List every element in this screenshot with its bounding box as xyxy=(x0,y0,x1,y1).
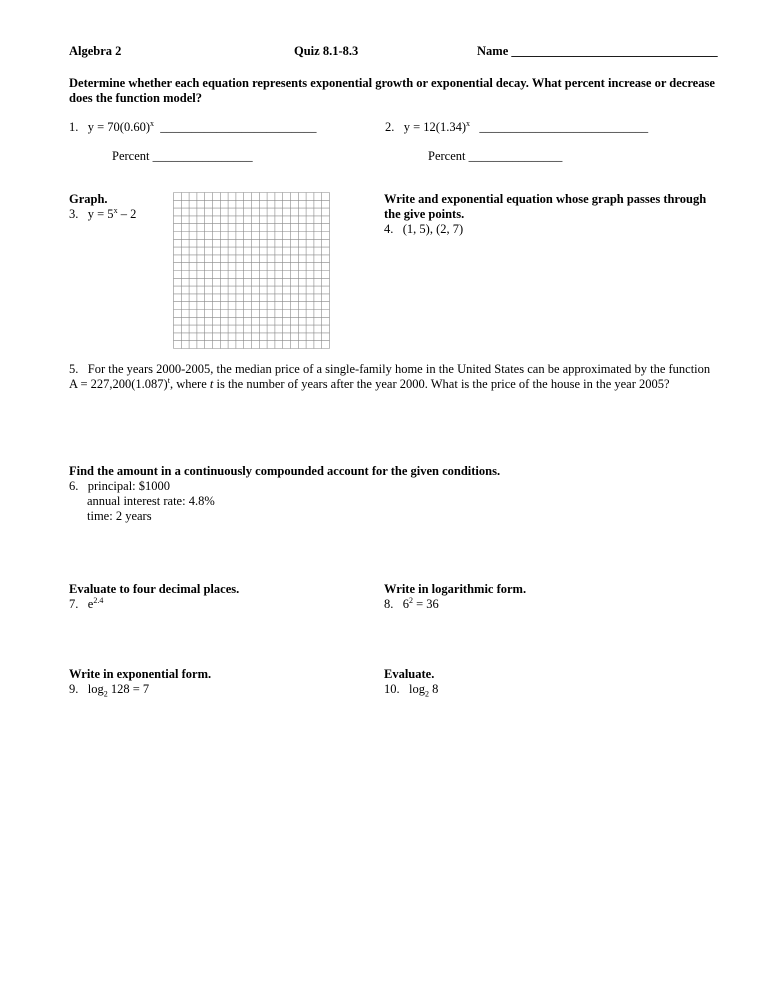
course-title: Algebra 2 xyxy=(69,44,122,58)
exponent: 2.4 xyxy=(93,595,104,605)
base: 6 xyxy=(402,597,409,611)
quiz-title: Quiz 8.1-8.3 xyxy=(294,44,359,58)
equation-exponent: x xyxy=(466,118,470,128)
answer-blank[interactable]: ___________________________ xyxy=(479,120,649,134)
question-1 xyxy=(69,120,317,135)
question-10 xyxy=(384,682,438,697)
question-number: 3. xyxy=(69,207,79,221)
question-2-percent[interactable]: Percent _______________ xyxy=(428,149,563,163)
time: time: 2 years xyxy=(87,509,152,523)
question-4 xyxy=(384,222,463,237)
question-5-line1: For the years 2000-2005, the median price of a single-family home in the United States can be approximated by the function xyxy=(87,362,711,376)
question-6-heading: Find the amount in a continuously compounded account for the given conditions. xyxy=(69,464,501,478)
question-9 xyxy=(69,682,149,697)
variable-t: t xyxy=(209,377,214,391)
equation-rest: 8 xyxy=(428,682,439,696)
equation-exponent: x xyxy=(150,118,154,128)
question-8-heading: Write in logarithmic form. xyxy=(384,582,527,596)
question-3 xyxy=(69,207,136,222)
question-number: 9. xyxy=(69,682,79,696)
question-10-heading: Evaluate. xyxy=(384,667,435,681)
question-number: 6. xyxy=(69,479,79,493)
growth-decay-instructions: Determine whether each equation represents exponential growth or exponential decay. What percent increase or decrease does the function model? xyxy=(69,76,715,105)
question-9-heading: Write in exponential form. xyxy=(69,667,212,681)
question-3-heading: Graph. xyxy=(69,192,108,206)
given-points: (1, 5), (2, 7) xyxy=(402,222,464,236)
question-number: 10. xyxy=(384,682,400,696)
equation-base: y = 12(1.34) xyxy=(403,120,466,134)
answer-blank[interactable]: _________________________ xyxy=(160,120,317,134)
question-number: 2. xyxy=(385,120,395,134)
question-7-heading: Evaluate to four decimal places. xyxy=(69,582,240,596)
question-number: 4. xyxy=(384,222,394,236)
graph-grid[interactable] xyxy=(173,192,330,349)
name-field[interactable]: Name _________________________________ xyxy=(477,44,718,58)
text-fragment: , where xyxy=(169,377,210,391)
question-number: 7. xyxy=(69,597,79,611)
question-6 xyxy=(69,479,170,494)
equation-rest: = 36 xyxy=(413,597,439,611)
question-1-percent[interactable]: Percent ________________ xyxy=(112,149,253,163)
log: log xyxy=(87,682,104,696)
question-7 xyxy=(69,597,103,612)
equation-rest: 128 = 7 xyxy=(107,682,150,696)
question-number: 8. xyxy=(384,597,394,611)
question-2 xyxy=(385,120,648,135)
question-5-line2 xyxy=(69,377,670,392)
principal: principal: $1000 xyxy=(87,479,171,493)
log: log xyxy=(409,682,425,696)
function-exponent: t xyxy=(167,375,170,385)
question-5 xyxy=(69,362,710,377)
function-base: A = 227,200(1.087) xyxy=(69,377,168,391)
text-fragment: is the number of years after the year 2000. What is the price of the house in the year 2005? xyxy=(213,377,670,391)
log-base: 2 xyxy=(424,689,429,699)
equation-exponent: x xyxy=(113,205,118,215)
question-number: 1. xyxy=(69,120,79,134)
equation-post: – 2 xyxy=(117,207,137,221)
base-e: e xyxy=(87,597,94,611)
question-4-heading: Write and exponential equation whose graph passes through the give points. xyxy=(384,192,707,221)
exponent: 2 xyxy=(409,595,413,605)
question-number: 5. xyxy=(69,362,79,376)
log-base: 2 xyxy=(103,689,108,699)
equation-pre: y = 5 xyxy=(87,207,114,221)
equation-base: y = 70(0.60) xyxy=(87,120,150,134)
question-8 xyxy=(384,597,439,612)
interest-rate: annual interest rate: 4.8% xyxy=(87,494,215,508)
